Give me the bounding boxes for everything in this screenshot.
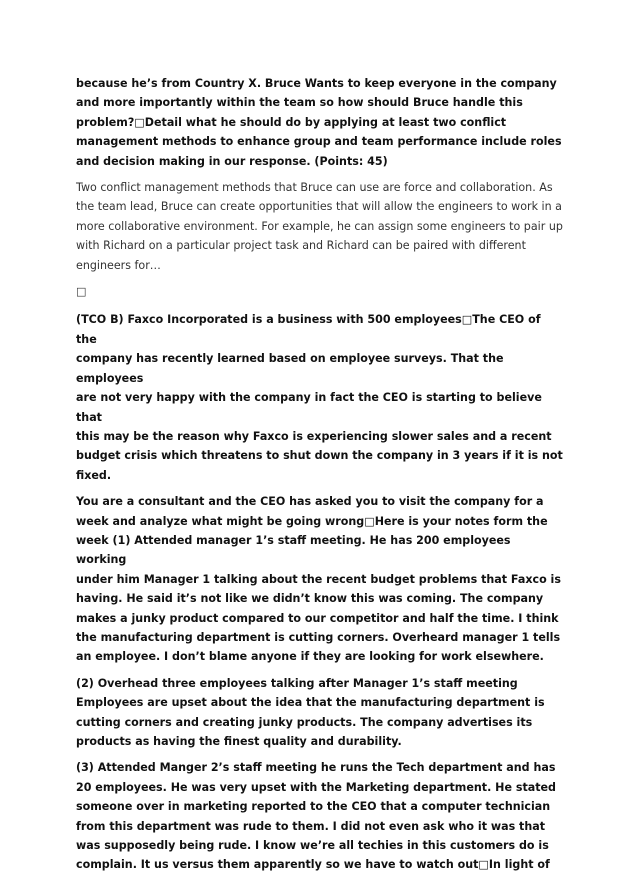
note-2-paragraph: (2) Overhead three employees talking after Manager 1’s staff meeting Employees are upset about the idea that the manufacturing department is cutting corners and creating junky products. The company advertises its products as having the finest quality and durability. (76, 676, 545, 748)
placeholder-box-glyph: □ (76, 285, 87, 299)
document-page (76, 74, 564, 875)
consultant-notes-paragraph: You are a consultant and the CEO has asked you to visit the company for a week and analyze what might be going wrong□Here is your notes form the week (1) Attended manager 1’s staff meeting. He has 200 employees working under him Manager 1 talking about the recent budget problems that Faxco is having. He said it’s not like we didn’t know this was coming. The company makes a junky product compared to our competitor and half the time. I think the manufacturing department is cutting corners. Overheard manager 1 tells an employee. I don’t blame anyone if they are looking for work elsewhere. (76, 495, 561, 664)
tco-b-question-paragraph: (TCO B) Faxco Incorporated is a business with 500 employees□The CEO of the company has recently learned based on employee surveys. That the employees are not very happy with the company in fact the CEO is starting to believe that this may be the reason why Faxco is experiencing slower sales and a recent budget crisis which threatens to shut down the company in 3 years if it is not fixed. (76, 313, 563, 482)
question-continuation-paragraph: because he’s from Country X. Bruce Wants to keep everyone in the company and more importantly within the team so how should Bruce handle this problem?□Detail what he should do by applying at least two conflict management methods to enhance group and team performance include roles and decision making in our response. (Points: 45) (76, 77, 562, 168)
note-3-paragraph: (3) Attended Manger 2’s staff meeting he runs the Tech department and has 20 employees. He was very upset with the Marketing department. He stated someone over in marketing reported to the CEO that a computer technician from this department was rude to them. I did not even ask who it was that was supposedly being rude. I know we’re all techies in this customers do is complain. It us versus them apparently so we have to watch out□In light of (76, 761, 556, 872)
answer-preview-paragraph: Two conflict management methods that Bruce can use are force and collaboration. As the team lead, Bruce can create opportunities that will allow the engineers to work in a more collaborative environment. For example, he can assign some engineers to pair up with Richard on a particular project task and Richard can be paired with different engineers for… (76, 181, 563, 272)
